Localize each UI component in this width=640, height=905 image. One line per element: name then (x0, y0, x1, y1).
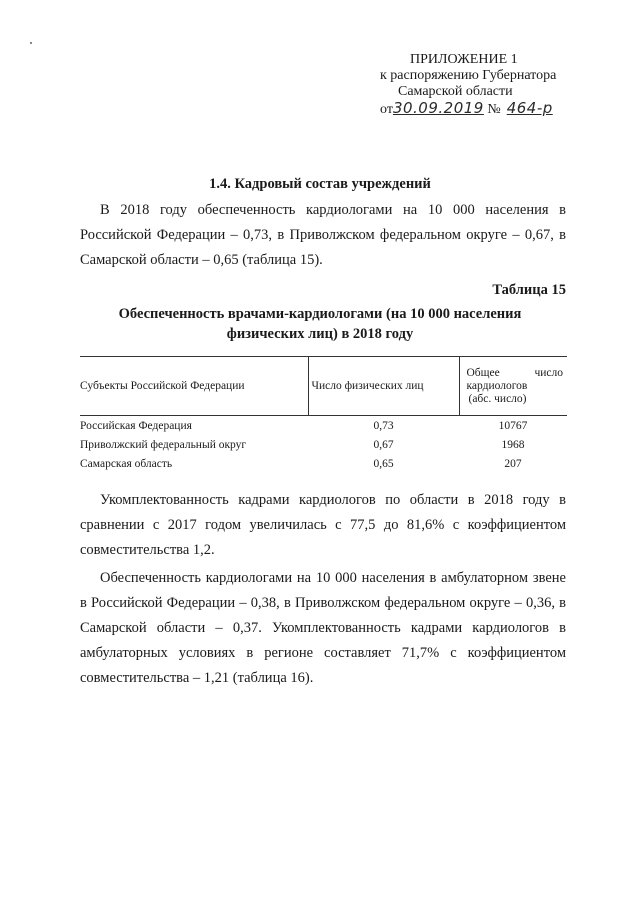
header-total (459, 357, 567, 416)
table-caption-line1: Обеспеченность врачами-кардиологами (на 10 000 населения (118, 306, 522, 322)
table-row (80, 435, 567, 454)
appendix-title: ПРИЛОЖЕНИЕ 1 (410, 52, 518, 67)
header-total-word1: Общее (466, 366, 500, 379)
paragraph-2: Укомплектованность кадрами кардиологов по области в 2018 году в сравнении с 2017 годом увеличилась с 77,5 до 81,6% с коэффициентом совместительства 1,2. (80, 492, 566, 558)
row-total: 10767 (498, 419, 528, 432)
row-count: 0,65 (373, 457, 394, 470)
paragraph-3: Обеспеченность кардиологами на 10 000 населения в амбулаторном звене в Российской Федерации – 0,38, в Приволжском федеральном округе – 0,36, в Самарской области – 0,37. Укомплектованность кадрами кардиологов в амбулаторных условиях в регионе составляет 71,7% с коэффициентом совместительства – 1,21 (таблица 16). (80, 570, 566, 686)
handwritten-number: 464-р (506, 99, 553, 117)
table-label: Таблица 15 (492, 282, 566, 298)
table-header-row (80, 357, 567, 416)
appendix-date-line (380, 100, 580, 118)
appendix-line-region: Самарской области (398, 84, 513, 99)
table-caption-line2: физических лиц) в 2018 году (226, 326, 414, 342)
appendix-line-decree: к распоряжению Губернатора (380, 68, 557, 83)
table-row (80, 416, 567, 436)
appendix-header (380, 52, 580, 118)
number-label: № (487, 102, 501, 117)
table-row (80, 454, 567, 473)
row-subject: Самарская область (80, 457, 173, 470)
row-count: 0,73 (373, 419, 394, 432)
row-subject: Приволжский федеральный округ (80, 438, 247, 451)
header-count: Число физических лиц (308, 357, 459, 416)
cardiologists-table (80, 356, 567, 473)
header-total-word2: число (534, 366, 563, 379)
row-total: 207 (504, 457, 522, 470)
scan-dot (30, 42, 32, 44)
table-caption (100, 304, 540, 344)
header-subjects: Субъекты Российской Федерации (80, 357, 308, 416)
row-count: 0,67 (373, 438, 394, 451)
section-title: 1.4. Кадровый состав учреждений (209, 176, 431, 192)
row-total: 1968 (501, 438, 525, 451)
header-total-line3: (абс. число) (468, 392, 527, 405)
paragraph-1: В 2018 году обеспеченность кардиологами на 10 000 населения в Российской Федерации – 0,73, в Приволжском федеральном округе – 0,67, в Самарской области – 0,65 (таблица 15). (80, 202, 566, 268)
row-subject: Российская Федерация (80, 419, 192, 432)
header-total-line2: кардиологов (466, 379, 528, 392)
handwritten-date: 30.09.2019 (392, 99, 484, 117)
from-label: от (380, 102, 393, 117)
